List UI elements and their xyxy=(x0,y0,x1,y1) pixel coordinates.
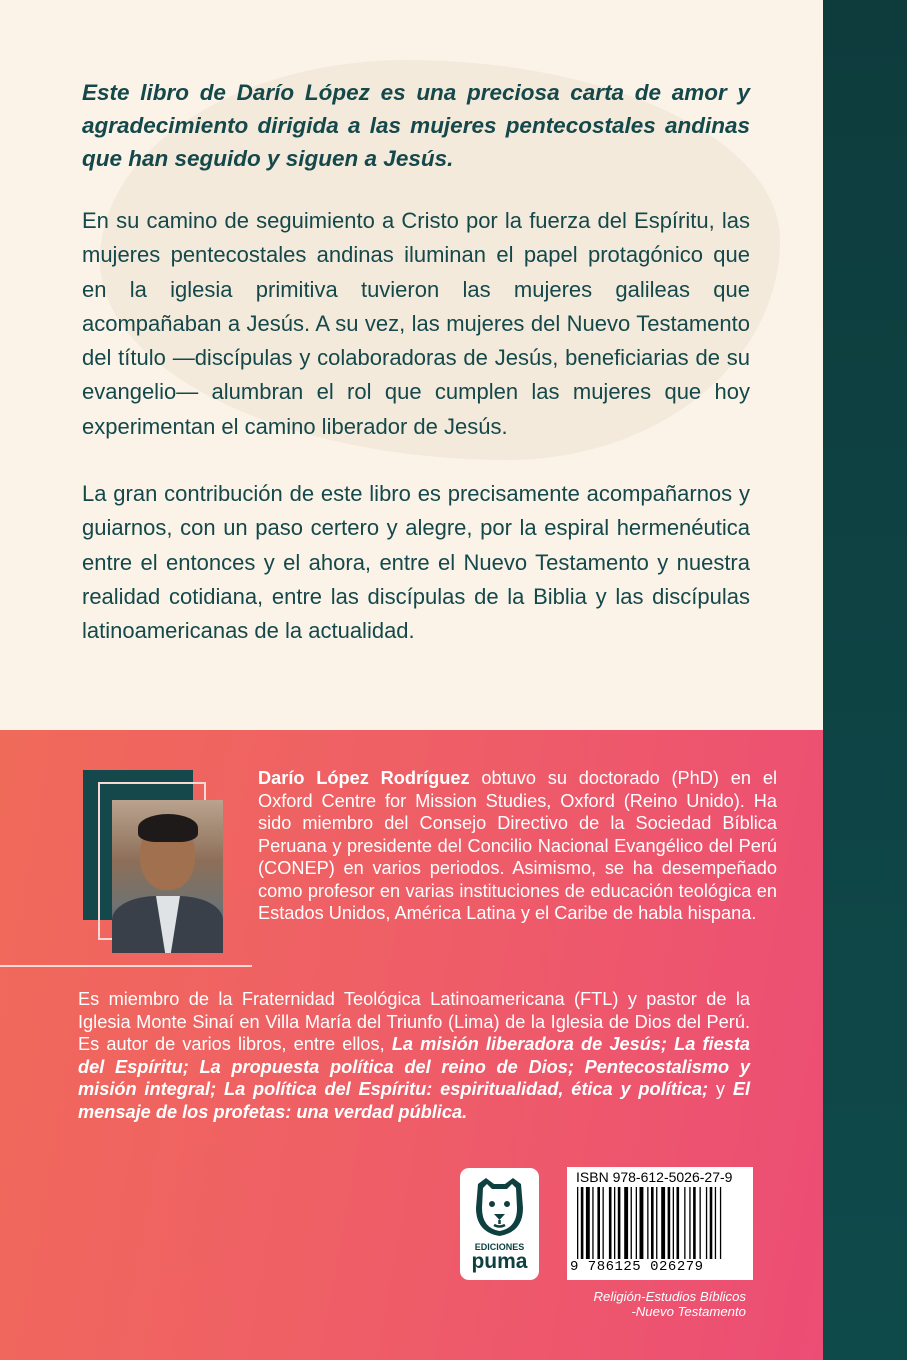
isbn-label: ISBN 978-612-5026-27-9 xyxy=(576,1169,733,1185)
book-titles-conjunction: y xyxy=(708,1079,733,1099)
author-bio-top xyxy=(258,767,777,925)
puma-icon xyxy=(470,1174,529,1240)
isbn-barcode xyxy=(567,1167,753,1280)
top-section xyxy=(0,0,823,730)
author-photo xyxy=(112,800,223,953)
book-spine xyxy=(823,0,907,1360)
publisher-line2: puma xyxy=(471,1250,528,1273)
book-titles: La misión liberadora de Jesús; La fiesta del Espíritu; La propuesta política del reino de Dios; Pentecostalismo y misión integral; La política del Espíritu: espiritualidad, ética y política; xyxy=(78,1034,750,1099)
decorative-line xyxy=(0,965,252,967)
author-bio-bottom xyxy=(78,988,750,1123)
author-name: Darío López Rodríguez xyxy=(258,768,470,788)
book-title-last: El mensaje de los profetas: una verdad pública. xyxy=(78,1079,750,1122)
publisher-line1: EDICIONES xyxy=(474,1242,525,1252)
publisher-logo xyxy=(460,1168,539,1280)
category-line2: -Nuevo Testamento xyxy=(631,1304,746,1319)
author-bio-second: Es miembro de la Fraternidad Teológica Latinoamericana (FTL) y pastor de la Iglesia Monte Sinaí en Villa María del Triunfo (Lima) de la Iglesia de Dios del Perú. Es autor de varios libros, entre ellos, xyxy=(78,989,750,1054)
author-bio-first: obtuvo su doctorado (PhD) en el Oxford Centre for Mission Studies, Oxford (Reino Unido). Ha sido miembro del Consejo Directivo de la Sociedad Bíblica Peruana y presidente del Concilio Nacional Evangélico del Perú (CONEP) en varios periodos. Asimismo, se ha desempeñado como profesor en varias instituciones de educación teológica en Estados Unidos, América Latina y el Caribe de habla hispana. xyxy=(258,768,777,923)
category-line1: Religión-Estudios Bíblicos xyxy=(593,1289,746,1304)
paragraph-two: La gran contribución de este libro es precisamente acompañarnos y guiarnos, con un paso certero y alegre, por la espiral hermenéutica entre el entonces y el ahora, entre el Nuevo Testamento y nuestra realidad cotidiana, entre las discípulas de la Biblia y las discípulas latinoamericanas de la actualidad. xyxy=(82,481,750,644)
barcode-digits: 9 786125 026279 xyxy=(570,1259,704,1275)
intro-text: Este libro de Darío López es una preciosa carta de amor y agradecimiento dirigida a las mujeres pentecostales andinas que han seguido y siguen a Jesús. xyxy=(82,80,750,171)
paragraph-one: En su camino de seguimiento a Cristo por la fuerza del Espíritu, las mujeres pentecostales andinas iluminan el papel protagónico que en la iglesia primitiva tuvieron las mujeres galileas que acompañaban a Jesús. A su vez, las mujeres del Nuevo Testamento del título —discípulas y colaboradoras de Jesús, beneficiarias de su evangelio— alumbran el rol que cumplen las mujeres que hoy experimentan el camino liberador de Jesús. xyxy=(82,208,750,439)
book-category xyxy=(540,1289,746,1319)
barcode-bars xyxy=(577,1187,743,1259)
